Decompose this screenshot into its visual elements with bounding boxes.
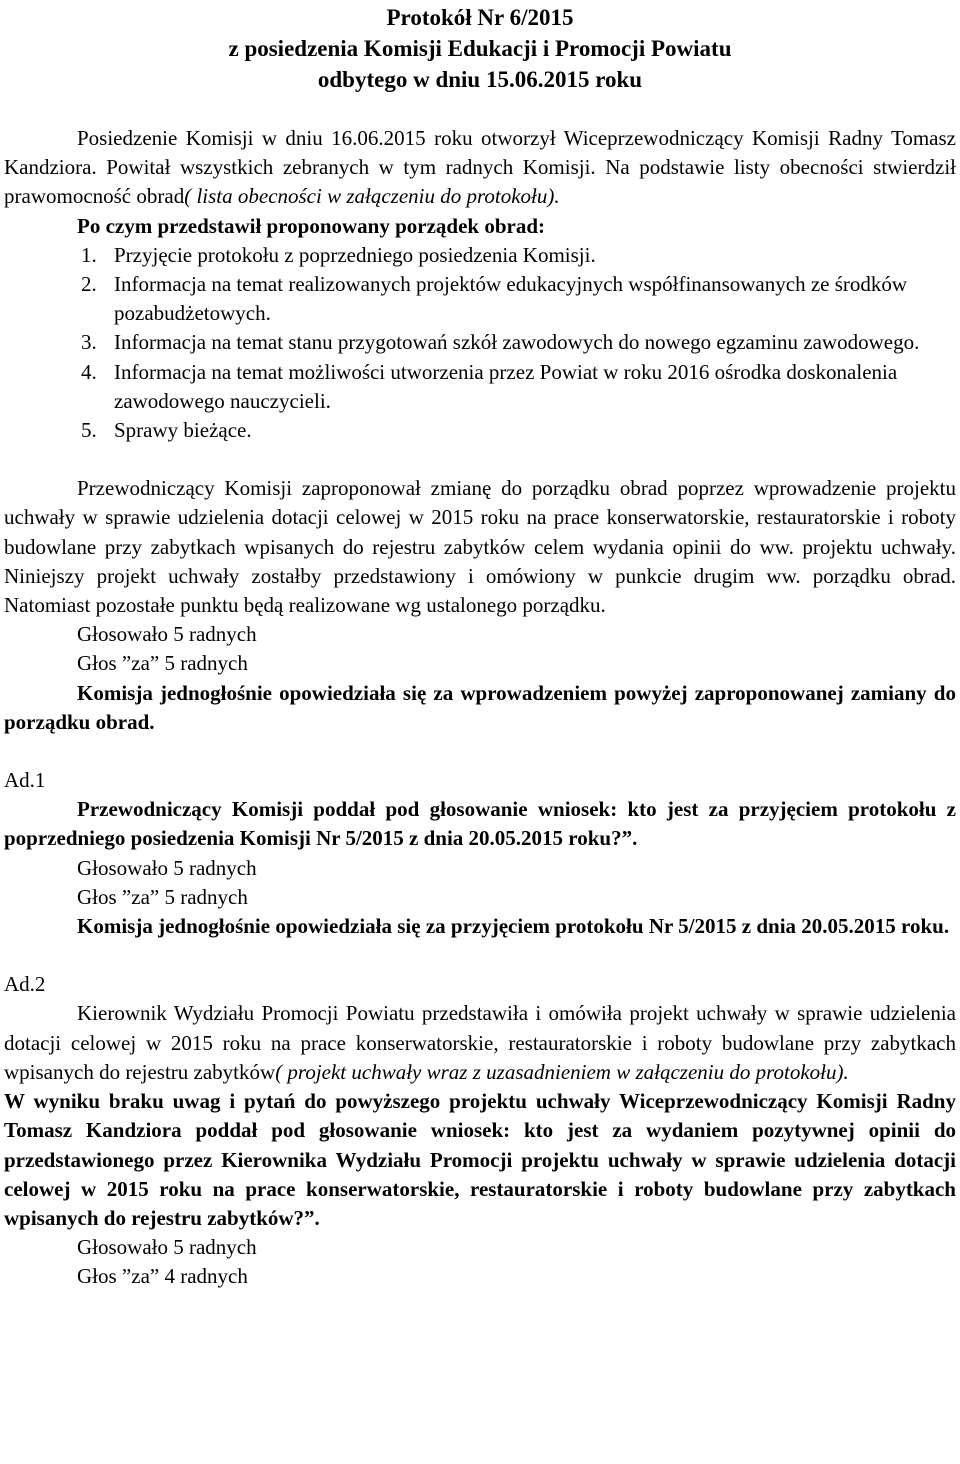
ad1-result: Komisja jednogłośnie opowiedziała się za przyjęciem protokołu Nr 5/2015 z dnia 20.05.2015 roku. bbox=[77, 914, 950, 939]
vote-count: Głosowało 5 radnych bbox=[77, 622, 257, 647]
intro-text: Posiedzenie Komisji w dniu 16.06.2015 roku otworzył Wiceprzewodniczący Komisji Radny Tomasz Kandziora. Powitał wszystkich zebranych w tym radnych Komisji. Na podstawie listy obecności stwierdził prawomocność obrad bbox=[4, 126, 956, 209]
ad2-label: Ad.2 bbox=[4, 972, 46, 997]
agenda-list bbox=[4, 241, 956, 445]
ad2-motion: W wyniku braku uwag i pytań do powyższego projektu uchwały Wiceprzewodniczący Komisji Radny Tomasz Kandziora poddał pod głosowanie wniosek: kto jest za wydaniem pozytywnej opinii do przedstawionego przez Kierownika Wydziału Promocji projektu uchwały w sprawie udzielenia dotacji celowej w 2015 roku na prace konserwatorskie, restauratorskie i roboty budowlane przy zabytkach wpisanych do rejestru zabytków?”. bbox=[4, 1089, 956, 1230]
document-title bbox=[4, 0, 956, 95]
ad1-label: Ad.1 bbox=[4, 768, 46, 793]
vote-result: Komisja jednogłośnie opowiedziała się za wprowadzeniem powyżej zaproponowanej zamiany do porządku obrad. bbox=[4, 680, 956, 734]
ad1-motion: Przewodniczący Komisji poddał pod głosowanie wniosek: kto jest za przyjęciem protokołu z poprzedniego posiedzenia Komisji Nr 5/2015 z dnia 20.05.2015 roku?”. bbox=[4, 797, 956, 851]
agenda-heading: Po czym przedstawił proponowany porządek obrad: bbox=[77, 213, 546, 238]
spacer bbox=[4, 941, 956, 970]
spacer bbox=[4, 95, 956, 124]
agenda-item: 1. Przyjęcie protokołu z poprzedniego posiedzenia Komisji. bbox=[81, 242, 596, 267]
title-line-2: z posiedzenia Komisji Edukacji i Promocji Powiatu bbox=[228, 36, 732, 61]
agenda-item: 5. Sprawy bieżące. bbox=[81, 418, 252, 443]
ad2-italic-note: ( projekt uchwały wraz z uzasadnieniem w załączeniu do protokołu). bbox=[275, 1059, 849, 1084]
ad1-vote-for: Głos ”za” 5 radnych bbox=[77, 884, 248, 909]
agenda-item: 3. Informacja na temat stanu przygotowań szkół zawodowych do nowego egzaminu zawodowego. bbox=[81, 330, 920, 355]
ad2-paragraph bbox=[4, 999, 956, 1087]
intro-paragraph bbox=[4, 124, 956, 212]
ad2-text: Kierownik Wydziału Promocji Powiatu przedstawiła i omówiła projekt uchwały w sprawie udzielenia dotacji celowej w 2015 roku na prace konserwatorskie, restauratorskie i roboty budowlane przy zabytkach wpisanych do rejestru zabytków bbox=[4, 1001, 956, 1084]
spacer bbox=[4, 445, 956, 474]
vote-for: Głos ”za” 5 radnych bbox=[77, 651, 248, 676]
ad2-vote-count: Głosowało 5 radnych bbox=[77, 1235, 257, 1260]
spacer bbox=[4, 737, 956, 766]
ad2-vote-for: Głos ”za” 4 radnych bbox=[77, 1264, 248, 1289]
ad1-vote-count: Głosowało 5 radnych bbox=[77, 855, 257, 880]
agenda-item: 2. Informacja na temat realizowanych projektów edukacyjnych współfinansowanych ze środków pozabudżetowych. bbox=[81, 272, 908, 326]
title-line-1: Protokół Nr 6/2015 bbox=[386, 5, 574, 30]
title-line-3: odbytego w dniu 15.06.2015 roku bbox=[317, 67, 643, 92]
intro-italic-note: ( lista obecności w załączeniu do protokołu). bbox=[184, 184, 560, 209]
change-paragraph: Przewodniczący Komisji zaproponował zmianę do porządku obrad poprzez wprowadzenie projektu uchwały w sprawie udzielenia dotacji celowej w 2015 roku na prace konserwatorskie, restauratorskie i roboty budowlane przy zabytkach wpisanych do rejestru zabytków celem wydania opinii do ww. projektu uchwały. Niniejszy projekt uchwały zostałby przedstawiony i omówiony w punkcie drugim ww. porządku obrad. Natomiast pozostałe punktu będą realizowane wg ustalonego porządku. bbox=[4, 476, 956, 618]
agenda-item: 4. Informacja na temat możliwości utworzenia przez Powiat w roku 2016 ośrodka doskonalenia zawodowego nauczycieli. bbox=[81, 359, 898, 413]
